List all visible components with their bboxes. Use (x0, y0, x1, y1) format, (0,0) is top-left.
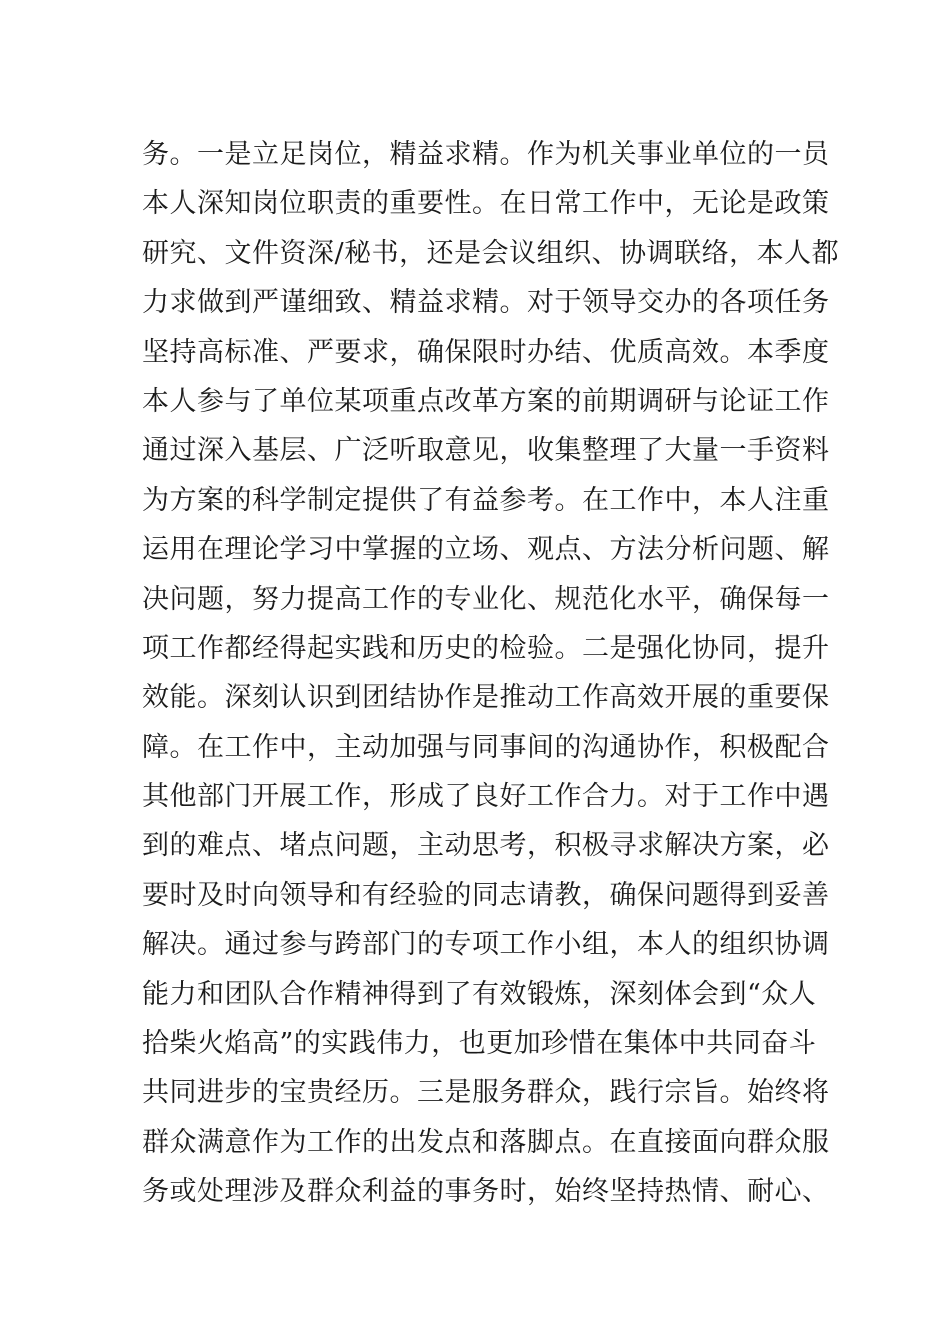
text-line: 为方案的科学制定提供了有益参考。在工作中，本人注重 (142, 484, 830, 516)
text-line: 拾柴火焰高”的实践伟力，也更加珍惜在集体中共同奋斗 (142, 1028, 817, 1060)
text-line: 解决。通过参与跨部门的专项工作小组，本人的组织协调 (142, 929, 830, 961)
text-line: 群众满意作为工作的出发点和落脚点。在直接面向群众服 (142, 1126, 830, 1158)
text-line: 其他部门开展工作，形成了良好工作合力。对于工作中遇 (142, 781, 830, 813)
text-line: 效能。深刻认识到团结协作是推动工作高效开展的重要保 (142, 682, 830, 714)
text-line: 务。一是立足岗位，精益求精。作为机关事业单位的一员 (142, 139, 830, 170)
text-line: 到的难点、堵点问题，主动思考，积极寻求解决方案，必 (142, 830, 830, 862)
text-line: 运用在理论学习中掌握的立场、观点、方法分析问题、解 (142, 534, 830, 566)
text-line: 共同进步的宝贵经历。三是服务群众，践行宗旨。始终将 (142, 1077, 830, 1109)
text-line: 本人参与了单位某项重点改革方案的前期调研与论证工作 (142, 385, 830, 417)
text-line: 研究、文件资深/秘书，还是会议组织、协调联络，本人都 (142, 237, 840, 269)
text-line: 务或处理涉及群众利益的事务时，始终坚持热情、耐心、 (142, 1176, 830, 1208)
text-line: 项工作都经得起实践和历史的检验。二是强化协同，提升 (142, 632, 830, 664)
text-line: 障。在工作中，主动加强与同事间的沟通协作，积极配合 (142, 731, 830, 763)
text-line: 通过深入基层、广泛听取意见，收集整理了大量一手资料 (142, 435, 830, 467)
text-line: 要时及时向领导和有经验的同志请教，确保问题得到妥善 (142, 879, 830, 911)
text-line: 决问题，努力提高工作的专业化、规范化水平，确保每一 (142, 583, 830, 615)
text-line: 本人深知岗位职责的重要性。在日常工作中，无论是政策 (142, 188, 830, 220)
body-paragraph (142, 130, 840, 1217)
text-line: 坚持高标准、严要求，确保限时办结、优质高效。本季度 (142, 336, 830, 368)
text-line: 能力和团队合作精神得到了有效锻炼，深刻体会到“众人 (142, 978, 817, 1010)
text-line: 力求做到严谨细致、精益求精。对于领导交办的各项任务 (142, 287, 830, 319)
